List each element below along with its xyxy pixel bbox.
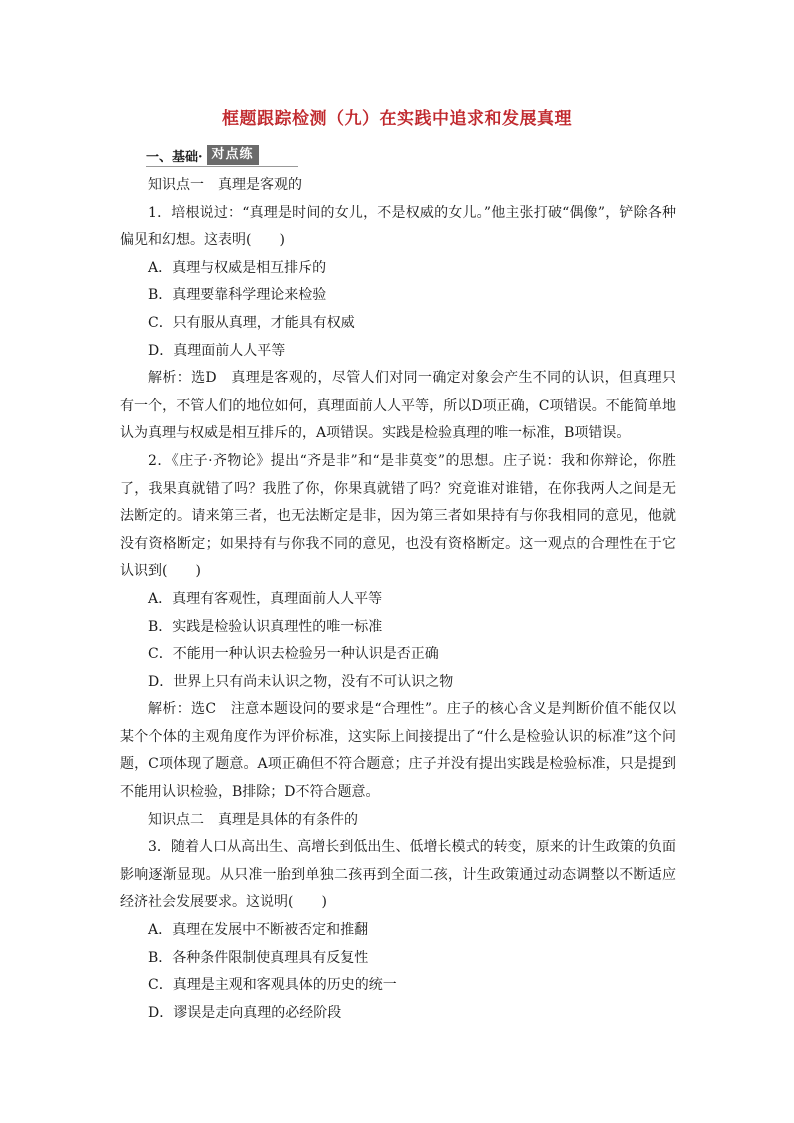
page-title: 框题跟踪检测（九）在实践中追求和发展真理: [222, 109, 572, 129]
knowledge-point-2: 知识点二 真理是具体的有条件的: [148, 811, 358, 828]
question-1-option-b: B．真理要靠科学理论来检验: [148, 287, 327, 304]
question-1-option-c: C．只有服从真理，才能具有权威: [148, 314, 355, 331]
question-1-stem: 1．培根说过：“真理是时间的女儿，不是权威的女儿。”他主张打破“偶像”，铲除各种偏见和幻想。这表明( ): [120, 204, 676, 249]
question-3-option-a: A．真理在发展中不断被否定和推翻: [148, 922, 369, 939]
question-2-stem: 2．《庄子·齐物论》提出“齐是非”和“是非莫变”的思想。庄子说：我和你辩论，你胜了，我果真就错了吗？我胜了你，你果真就错了吗？究竟谁对谁错，在你我两人之间是无法断定的。请来第三者，也无法断定是非，因为第三者如果持有与你我相同的意见，他就没有资格断定；如果持有与你我不同的意见，也没有资格断定。这一观点的合理性在于它认识到( ): [120, 452, 676, 580]
question-3-option-d: D．谬误是走向真理的必经阶段: [148, 1004, 342, 1021]
question-1-option-d: D．真理面前人人平等: [148, 342, 286, 359]
question-2-option-a: A．真理有客观性，真理面前人人平等: [148, 590, 383, 607]
question-2-option-b: B．实践是检验认识真理性的唯一标准: [148, 618, 383, 635]
question-3-option-c: C．真理是主观和客观具体的历史的统一: [148, 977, 397, 994]
knowledge-point-1: 知识点一 真理是客观的: [148, 177, 302, 193]
question-1-option-a: A．真理与权威是相互排斥的: [148, 259, 327, 276]
question-2-option-d: D．世界上只有尚未认识之物，没有不可认识之物: [148, 673, 454, 690]
question-3-stem: 3．随着人口从高出生、高增长到低出生、低增长模式的转变，原来的计生政策的负面影响逐渐显现。从只准一胎到单独二孩再到全面二孩，计生政策通过动态调整以不断适应经济社会发展要求。这说明( ): [120, 839, 676, 911]
section-label: 一、基础·: [146, 149, 203, 165]
section-divider: [146, 166, 298, 167]
question-3-option-b: B．各种条件限制使真理具有反复性: [148, 949, 369, 966]
question-1-analysis: 解析：选D 真理是客观的，尽管人们对同一确定对象会产生不同的认识，但真理只有一个，不管人们的地位如何，真理面前人人平等，所以D项正确，C项错误。不能简单地认为真理与权威是相互排斥的，A项错误。实践是检验真理的唯一标准，B项错误。: [120, 370, 676, 442]
document-body: [120, 172, 676, 1027]
question-2-option-c: C．不能用一种认识去检验另一种认识是否正确: [148, 646, 439, 663]
section-badge: 对点练: [207, 145, 259, 165]
section-header: [146, 144, 259, 166]
question-2-analysis: 解析：选C 注意本题设问的要求是“合理性”。庄子的核心含义是判断价值不能仅以某个个体的主观角度作为评价标准，这实际上间接提出了“什么是检验认识的标准”这个问题，C项体现了题意。A项正确但不符合题意；庄子并没有提出实践是检验标准，只是提到不能用认识检验，B排除；D不符合题意。: [120, 701, 676, 801]
